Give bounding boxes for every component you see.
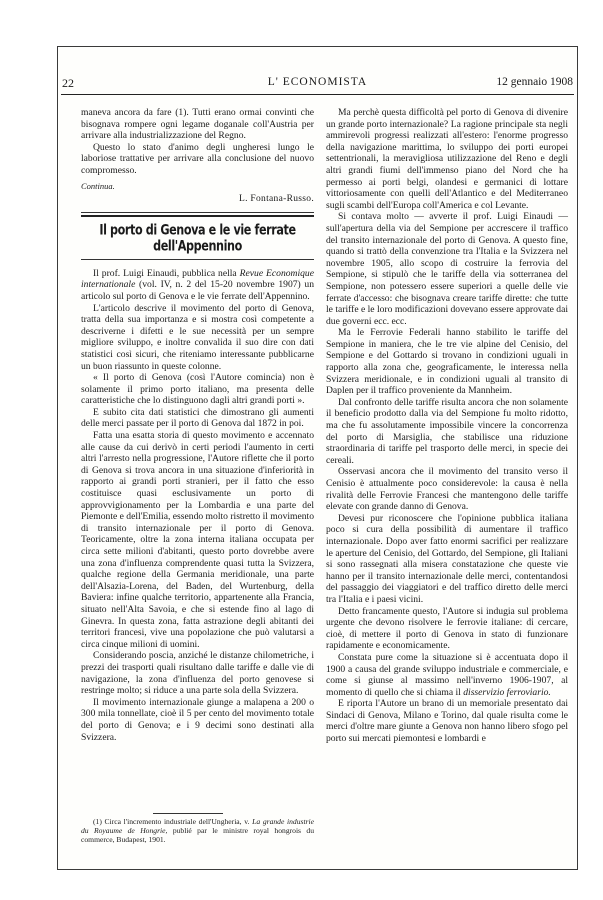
journal-page (57, 46, 578, 870)
footnote-rule (153, 813, 223, 814)
paragraph (326, 652, 568, 698)
paragraph: Fatta una esatta storia di questo movimento e accennato alle cause da cui derivò in certi periodi l'aumento in certi altri l'arresto nella progressione, l'Autore riflette che il porto di Genova si trova ancora in una situazione d'inferiorità in rapporto ai grandi porti stranieri, per il fatto che esso costituisce quasi esclusivamente un porto di approvvigionamento per la Lombardia e una parte del Piemonte e dell'Emilia, essendo molto ristretto il movimento di transito internazionale per il porto di Genova. Teoricamente, oltre la zona interna italiana occupata per circa sette milioni d'abitanti, questo porto dovrebbe avere una zona d'influenza comprendente quasi tutta la Svizzera, qualche regione della Germania meridionale, una parte dell'Alsazia-Lorena, del Baden, del Wurtenburg, della Baviera: infine qualche territorio, appartenente alla Francia, situato nell'Alta Savoia, e che si estende fino al lago di Ginevra. In questa zona, fatta astrazione degli abitanti dei territori francesi, vive una popolazione che può valutarsi a circa cinque milioni di uomini. (81, 430, 315, 650)
paragraph: E riporta l'Autore un brano di un memoriale presentato dai Sindaci di Genova, Milano e Torino, dal quale risulta come le merci d'oltre mare giunte a Genova non hanno libero sfogo pel porto sui mercati piemontesi e lombardi e (326, 698, 568, 745)
footnotes (81, 813, 314, 844)
paragraph: Ma perchè questa difficoltà pel porto di Genova di divenire un grande porto internazionale? La ragione principale sta negli ammirevoli progressi realizzati all'estero: l'enorme progresso della navigazione marittima, lo sviluppo dei porti europei settentrionali, la meravigliosa utilizzazione del Reno e degli altri grandi fiumi dell'immenso piano del Nord che ha permesso ai porti belgi, olandesi e germanici di lottare vittoriosamente con quelli dell'Atlantico e del Mediterraneo sugli scambi dell'Europa coll'America e col Levante. (326, 107, 568, 211)
paragraph: Considerando poscia, anziché le distanze chilometriche, i prezzi dei trasporti quali risultano dalle tariffe e dalle vie di navigazione, la zona d'influenza del porto genovese si restringe molto; si riduce a una parte sola della Svizzera. (81, 650, 314, 697)
footnote-citation: La grande industrie du Royaume de Hongrie, (81, 817, 314, 835)
right-column (326, 107, 568, 745)
paragraph: Dal confronto delle tariffe risulta ancora che non solamente il beneficio prodotto dalla via del Sempione fu molto ridotto, ma che fu assolutamente impossibile vincere la concorrenza del porto di Marsiglia, che stabilisce una riduzione straordinaria di tariffe pel trasporto delle merci, in specie dei cereali. (326, 396, 568, 466)
paragraph: E subito cita dati statistici che dimostrano gli aumenti delle merci passate per il porto di Genova dal 1872 in poi. (81, 406, 314, 430)
article-title: Il porto di Genova e le vie ferrate dell'Appennino (99, 221, 296, 254)
paragraph: « Il porto di Genova (così l'Autore comincia) non è solamente il primo porto italiano, ma presenta delle caratteristiche che lo distinguono dagli altri grandi porti ». (81, 372, 314, 407)
page-number: 22 (62, 76, 74, 90)
header-rule (61, 94, 574, 95)
paragraph: Si contava molto — avverte il prof. Luigi Einaudi — sull'apertura della via del Sempione per accrescere il traffico del transito internazionale del porto di Genova. A questo fine, quando si trattò della convenzione tra l'Italia e la Svizzera nel novembre 1905, allo scopo di costruire la ferrovia del Sempione, si stipulò che le tariffe della via sotterranea del Sempione, non potessero essere superiori a quelle delle vie ferrate d'accesso: che bisognava creare tariffe dirette: che tutte le tariffe e le loro modificazioni dovevano essere approvate dai due governi ecc. ecc. (326, 211, 568, 327)
journal-citation: Revue Economique internationale (81, 267, 314, 291)
intro-paragraph (81, 268, 314, 303)
section-divider (81, 212, 314, 213)
left-column (81, 107, 314, 743)
footnote-text: (1) Circa l'incremento industriale dell'Ungheria, v. (93, 817, 250, 826)
author-signature: L. Fontana-Russo. (238, 194, 314, 205)
emphasized-term: disservizio ferroviario. (463, 686, 551, 698)
intro-text-rest: (vol. IV, n. 2 del 15-20 novembre 1907) un articolo sul porto di Genova e le vie ferrate dell'Appennino. (81, 279, 314, 302)
paragraph: Osservasi ancora che il movimento del transito verso il Cenisio è attualmente poco considerevole: la causa è nella rivalità delle Ferrovie Francesi che mantengono delle tariffe elevate con grande danno di Genova. (326, 466, 568, 513)
footnote-text-rest: publié par le ministre royal hongrois du commerce, Budapest, 1901. (81, 826, 314, 844)
paragraph-text: Constata pure come la situazione si è accentuata dopo il 1900 a causa del grande sviluppo industriale e commerciale, e come si giunse al massimo nell'inverno 1906-1907, al momento di quello che si chiama il (326, 651, 568, 698)
paragraph: L'articolo descrive il movimento del porto di Genova, tratta della sua importanza e si mostra così competente a descriverne i difetti e le sue necessità per un sempre migliore sviluppo, e inoltre convalida il suo dire con dati statistici così sicuri, che riteniamo interessante pubblicarne un buon riassunto in queste colonne. (81, 302, 314, 372)
footnote (81, 817, 314, 844)
paragraph: Il movimento internazionale giunge a malapena a 200 o 300 mila tonnellate, cioè il 5 per cento del movimento totale del porto di Genova; e i 9 decimi sono destinati alla Svizzera. (81, 696, 314, 743)
intro-text: Il prof. Luigi Einaudi, pubblica nella (93, 267, 237, 279)
continua-note: Continua. (81, 180, 115, 191)
section-divider-thick (81, 215, 314, 217)
issue-date: 12 gennaio 1908 (496, 76, 573, 88)
paragraph: Ma le Ferrovie Federali hanno stabilito le tariffe del Sempione in maniera, che le tre vie alpine del Cenisio, del Sempione e del Gottardo si trovano in condizioni uguali in rapporto alla zona che, geograficamente, le interessa nella Svizzera meridionale, e in condizioni uguali al transito di Daplen per il traffico proveniente da Mannheim. (326, 327, 568, 397)
paragraph: Detto francamente questo, l'Autore si indugia sul problema urgente che devono risolvere le ferrovie italiane: di cercare, cioè, di mettere il porto di Genova in stato di funzionare rapidamente e economicamente. (326, 605, 568, 652)
paragraph: maneva ancora da fare (1). Tutti erano ormai convinti che bisognava rompere ogni legame doganale coll'Austria per arrivare alla industrializzazione del Regno. (81, 107, 314, 142)
title-divider (81, 259, 314, 260)
journal-title: L' ECONOMISTA (267, 76, 368, 88)
paragraph: Questo lo stato d'animo degli ungheresi lungo le laboriose trattative per arrivare alla conclusione del nuovo compromesso. (81, 141, 314, 176)
paragraph: Devesi pur riconoscere che l'opinione pubblica italiana poco si cura della possibilità di aumentare il traffico internazionale. Dopo aver fatto enormi sacrifici per realizzare le aperture del Cenisio, del Gottardo, del Sempione, gli Italiani si sono rassegnati alla misera constatazione che queste vie hanno per il transito internazionale delle merci, contentandosi del passaggio dei viaggiatori e del traffico diretto delle merci tra l'Italia e i paesi vicini. (326, 512, 568, 605)
page-header (58, 76, 577, 94)
